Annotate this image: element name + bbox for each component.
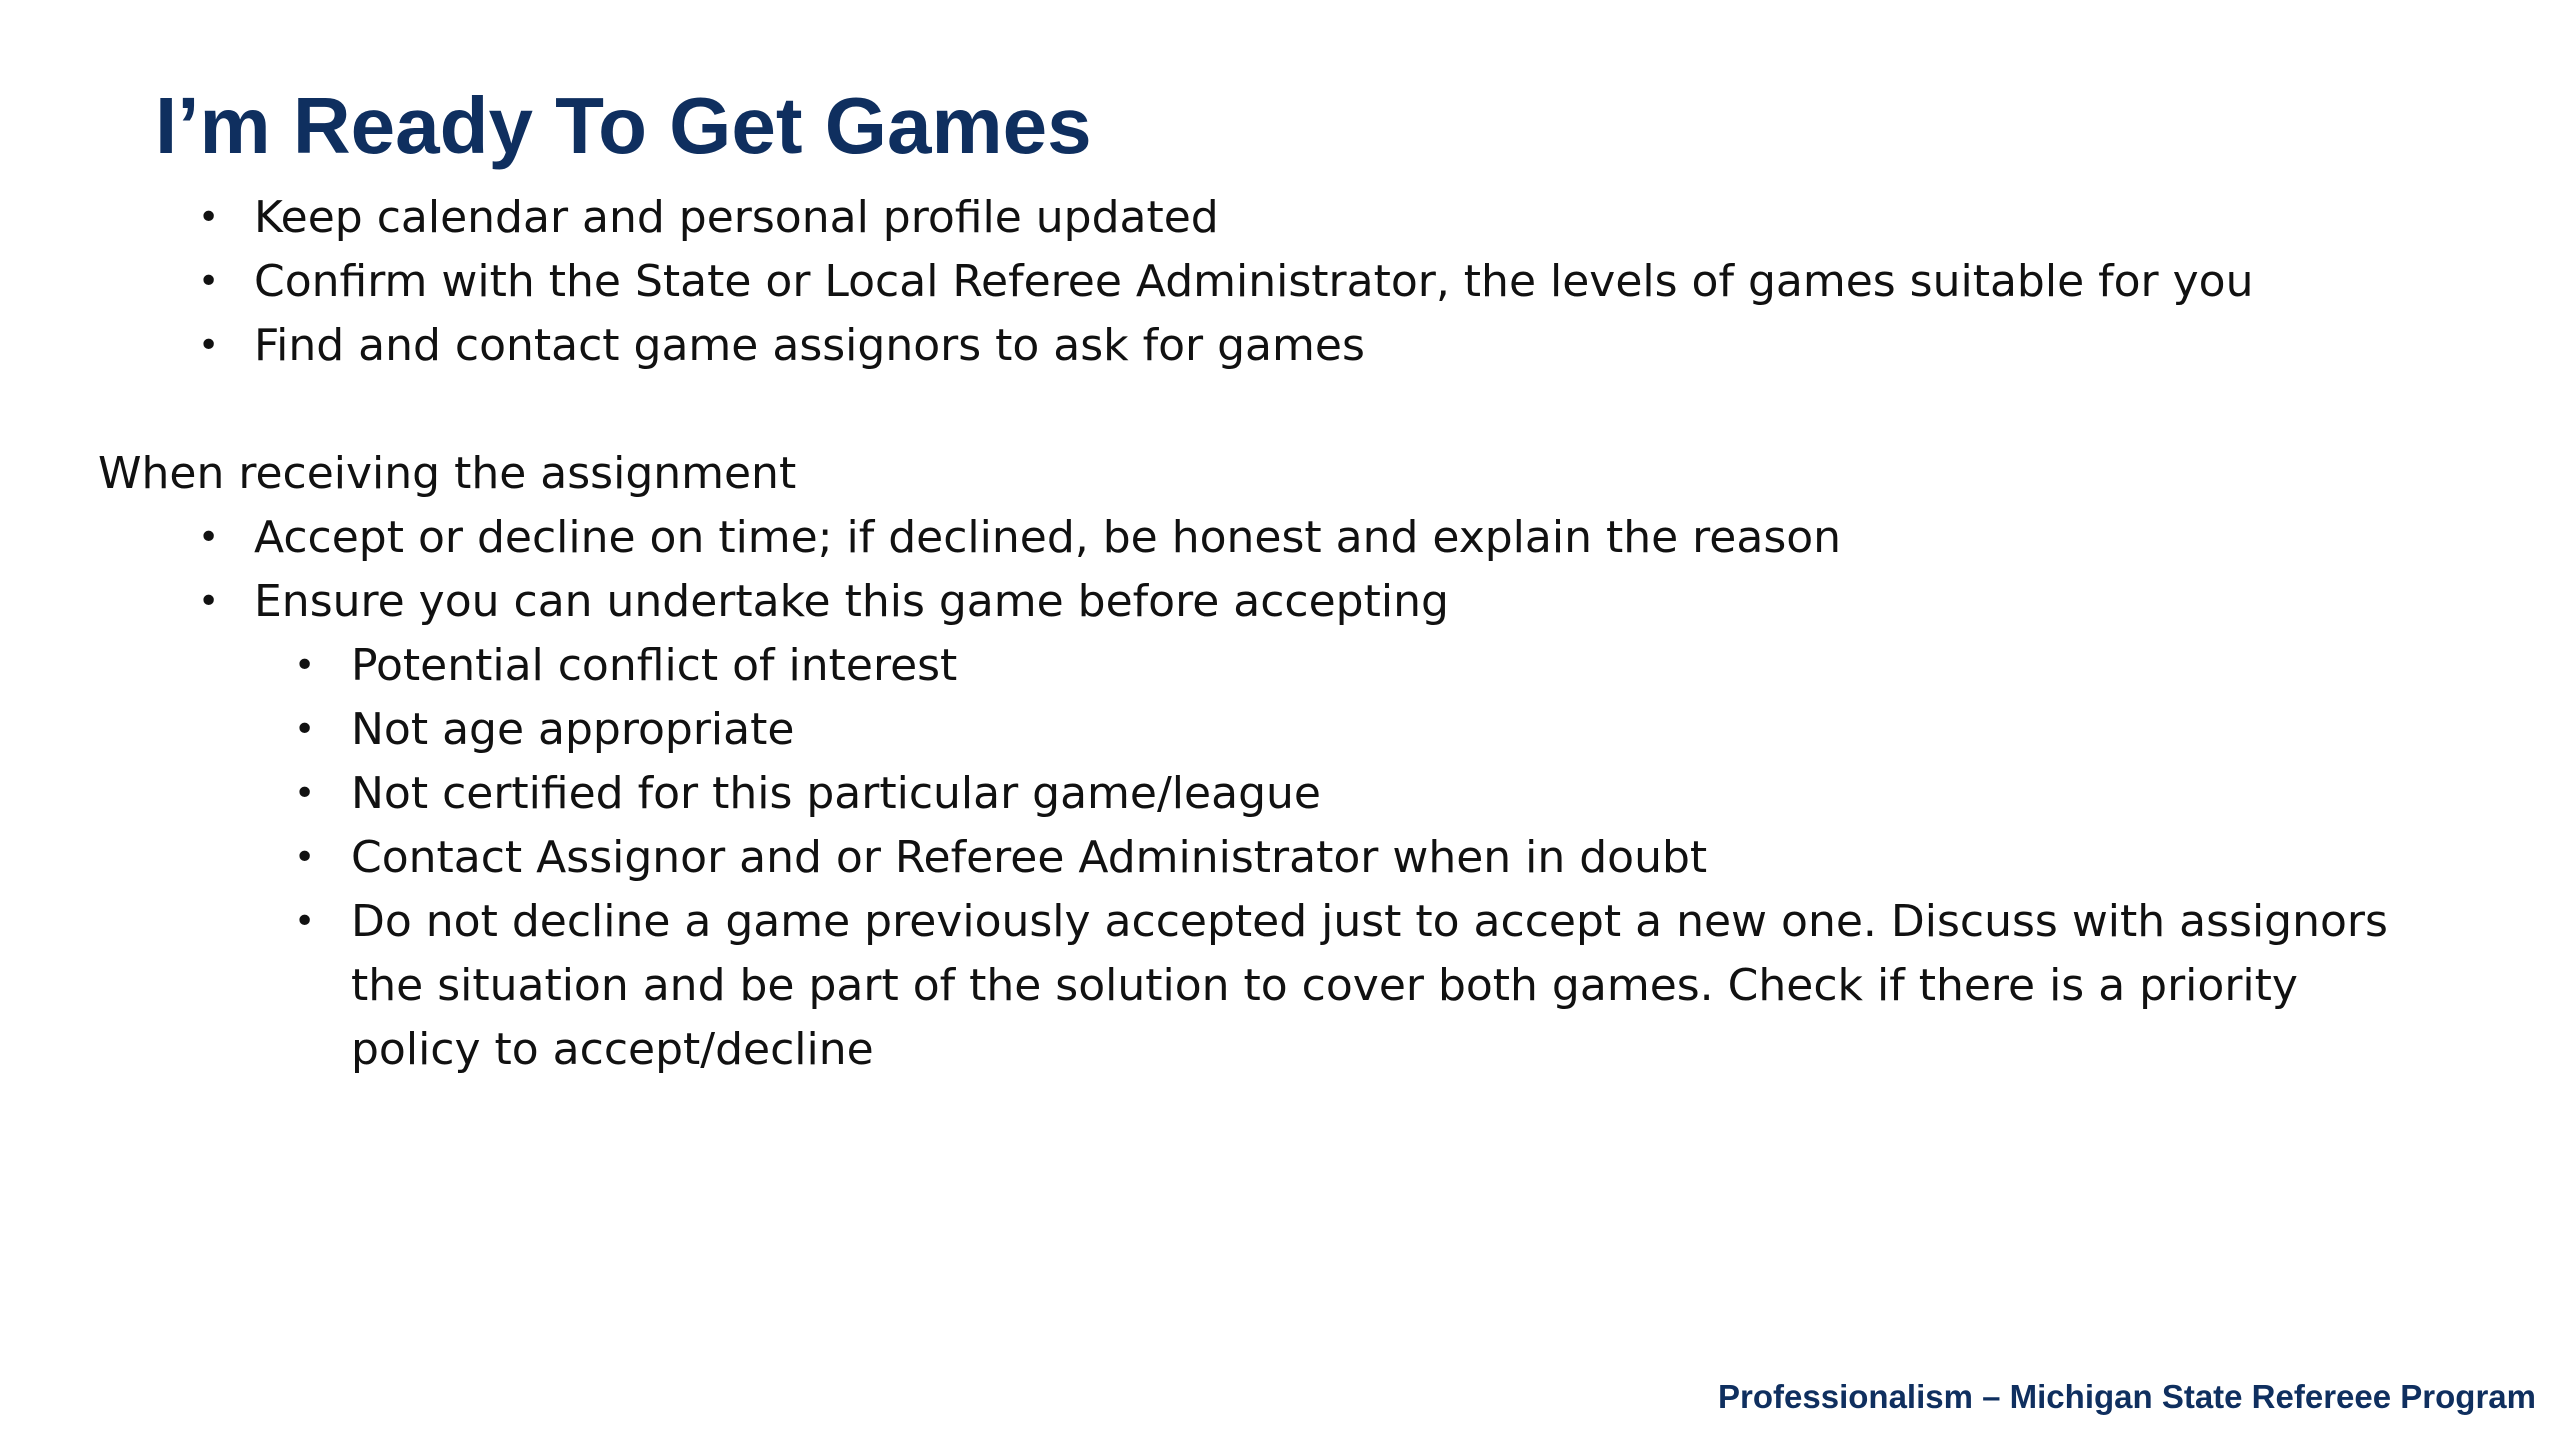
bullet-text: Ensure you can undertake this game before accepting <box>254 576 1449 627</box>
section-label: When receiving the assignment <box>98 448 797 499</box>
bullet-dot-icon: • <box>294 901 316 942</box>
bullet-dot-icon: • <box>198 197 220 238</box>
sub-bullet-item <box>294 634 2431 698</box>
bullet-dot-icon: • <box>294 773 316 814</box>
bullet-item <box>198 314 2253 378</box>
sub-bullet-list <box>294 634 2431 1082</box>
bullet-dot-icon: • <box>294 709 316 750</box>
assignment-bullet-list <box>198 506 1842 634</box>
bullet-text: Find and contact game assignors to ask for games <box>254 320 1365 371</box>
sub-bullet-text: Not age appropriate <box>351 704 795 755</box>
top-bullet-list <box>198 186 2254 378</box>
bullet-text: Accept or decline on time; if declined, be honest and explain the reason <box>254 512 1842 563</box>
slide-title: I’m Ready To Get Games <box>155 81 1092 170</box>
bullet-item <box>198 570 1841 634</box>
bullet-item <box>198 250 2254 314</box>
bullet-item <box>198 186 2253 250</box>
sub-bullet-text: Contact Assignor and or Referee Administrator when in doubt <box>351 832 1708 883</box>
sub-bullet-item <box>294 698 2431 762</box>
bullet-dot-icon: • <box>198 261 220 302</box>
sub-bullet-text: Potential conflict of interest <box>351 640 958 691</box>
sub-bullet-item <box>294 826 2431 890</box>
bullet-dot-icon: • <box>198 325 220 366</box>
bullet-text: Keep calendar and personal profile updated <box>254 192 1219 243</box>
bullet-text: Confirm with the State or Local Referee Administrator, the levels of games suitable for you <box>254 256 2254 307</box>
sub-bullet-text: Do not decline a game previously accepted just to accept a new one. Discuss with assignors the situation and be part of the solution to cover both games. Check if there is a priority policy to accept/decline <box>351 896 2388 1075</box>
bullet-dot-icon: • <box>198 517 220 558</box>
bullet-item <box>198 506 1842 570</box>
bullet-dot-icon: • <box>294 645 316 686</box>
sub-bullet-text: Not certified for this particular game/league <box>351 768 1321 819</box>
bullet-dot-icon: • <box>198 581 220 622</box>
slide-footer: Professionalism – Michigan State Refereee Program <box>1718 1378 2536 1415</box>
sub-bullet-item <box>294 890 2431 1082</box>
sub-bullet-item <box>294 762 2431 826</box>
bullet-dot-icon: • <box>294 837 316 878</box>
